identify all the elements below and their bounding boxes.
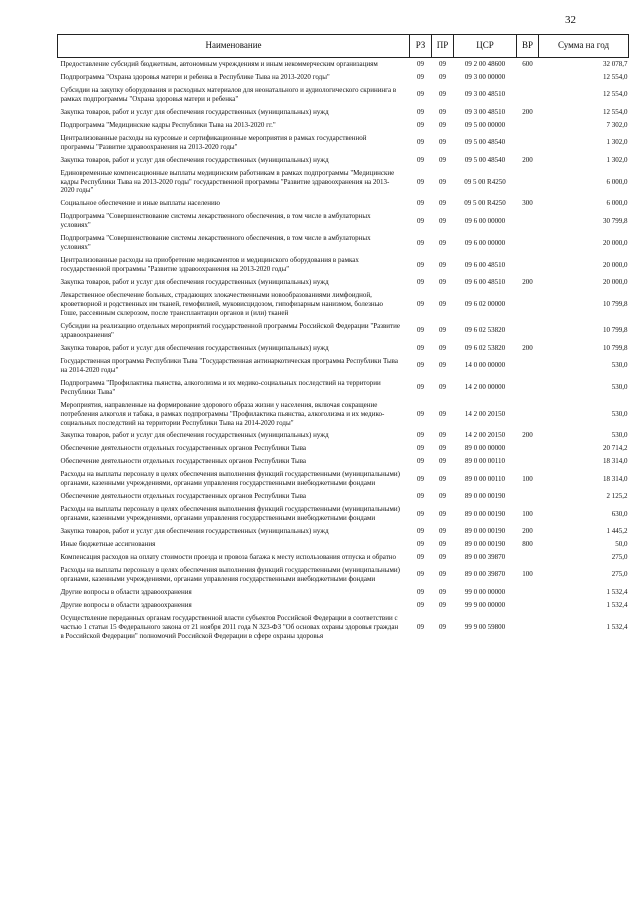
cell-csr: 89 0 00 00190 bbox=[464, 492, 506, 501]
cell-name: Обеспечение деятельности отдельных государственных органов Республики Тыва bbox=[60, 457, 307, 466]
cell-rz: 09 bbox=[417, 199, 424, 208]
cell-rz: 09 bbox=[417, 72, 424, 81]
table-row bbox=[58, 599, 629, 612]
cell-pr: 09 bbox=[439, 570, 446, 579]
table-row bbox=[58, 167, 629, 198]
cell-vr bbox=[517, 119, 539, 132]
cell-csr: 14 0 00 00000 bbox=[464, 361, 506, 370]
cell-name: Подпрограмма "Медицинские кадры Республики Тыва на 2013-2020 гг." bbox=[60, 120, 276, 129]
cell-csr: 09 6 00 00000 bbox=[464, 238, 506, 247]
cell-name: Обеспечение деятельности отдельных государственных органов Республики Тыва bbox=[60, 492, 307, 501]
cell-pr: 09 bbox=[439, 552, 446, 561]
cell-rz: 09 bbox=[417, 238, 424, 247]
table-header bbox=[58, 35, 629, 58]
cell-rz: 09 bbox=[417, 300, 424, 309]
cell-csr: 14 2 00 00000 bbox=[464, 383, 506, 392]
cell-vr bbox=[517, 71, 539, 84]
cell-pr: 09 bbox=[439, 199, 446, 208]
cell-vr: 200 bbox=[522, 343, 533, 352]
cell-sum: 275,0 bbox=[611, 552, 628, 561]
cell-csr: 89 0 00 39870 bbox=[464, 570, 506, 579]
cell-rz: 09 bbox=[417, 444, 424, 453]
cell-csr: 09 3 00 48510 bbox=[464, 90, 506, 99]
cell-csr: 09 6 00 00000 bbox=[464, 216, 506, 225]
cell-pr: 09 bbox=[439, 260, 446, 269]
cell-pr: 09 bbox=[439, 492, 446, 501]
cell-csr: 09 5 00 R4250 bbox=[464, 177, 506, 186]
table-row bbox=[58, 232, 629, 254]
table-row bbox=[58, 342, 629, 355]
cell-sum: 1 302,0 bbox=[606, 138, 628, 147]
cell-rz: 09 bbox=[417, 509, 424, 518]
cell-vr bbox=[517, 551, 539, 564]
cell-csr: 14 2 00 20150 bbox=[464, 431, 506, 440]
cell-name: Другие вопросы в области здравоохранения bbox=[60, 600, 192, 609]
cell-pr: 09 bbox=[439, 72, 446, 81]
cell-vr bbox=[517, 167, 539, 198]
cell-name: Обеспечение деятельности отдельных государственных органов Республики Тыва bbox=[60, 444, 307, 453]
cell-csr: 09 6 00 48510 bbox=[464, 260, 506, 269]
cell-name: Мероприятия, направленные на формирование здорового образа жизни у населения, включая сокращение потребления алкоголя и табака, в рамках подпрограммы "Профилактика пьянства, алкоголизма и их медико-социальных последствий на территории Республики Тыва на 2014-2020 годы" bbox=[60, 400, 385, 427]
cell-rz: 09 bbox=[417, 361, 424, 370]
cell-name: Предоставление субсидий бюджетным, автономным учреждениям и иным некоммерческим организациям bbox=[60, 60, 378, 68]
cell-sum: 530,0 bbox=[611, 361, 628, 370]
cell-pr: 09 bbox=[439, 238, 446, 247]
cell-name: Закупка товаров, работ и услуг для обеспечения государственных (муниципальных) нужд bbox=[60, 431, 329, 440]
cell-vr bbox=[517, 599, 539, 612]
cell-pr: 09 bbox=[439, 361, 446, 370]
cell-sum: 12 554,0 bbox=[603, 72, 628, 81]
cell-sum: 1 445,2 bbox=[606, 527, 628, 536]
cell-vr: 300 bbox=[522, 199, 533, 208]
cell-vr bbox=[517, 612, 539, 643]
cell-name: Расходы на выплаты персоналу в целях обеспечения выполнения функций государственными (муниципальными) органами, казенными учреждениями, органами управления государственными внебюджетными фондами bbox=[60, 505, 401, 523]
table-row bbox=[58, 254, 629, 276]
cell-rz: 09 bbox=[417, 278, 424, 287]
cell-pr: 09 bbox=[439, 444, 446, 453]
table-row bbox=[58, 586, 629, 599]
cell-sum: 1 532,4 bbox=[606, 600, 628, 609]
cell-vr: 200 bbox=[522, 527, 533, 536]
table-row bbox=[58, 525, 629, 538]
cell-vr bbox=[517, 210, 539, 232]
cell-name: Государственная программа Республики Тыва "Государственная антинаркотическая программа Республики Тыва на 2014-2020 годы" bbox=[60, 356, 398, 374]
cell-sum: 18 314,0 bbox=[603, 474, 628, 483]
cell-pr: 09 bbox=[439, 540, 446, 549]
table-row bbox=[58, 612, 629, 643]
cell-vr bbox=[517, 455, 539, 468]
cell-rz: 09 bbox=[417, 138, 424, 147]
cell-vr bbox=[517, 377, 539, 399]
cell-csr: 14 2 00 20150 bbox=[464, 409, 506, 418]
cell-name: Централизованные расходы на курсовые и сертификационные мероприятия в рамках государственной программы "Развитие здравоохранения на 2013-2020 годы" bbox=[60, 133, 367, 151]
cell-csr: 89 0 00 00190 bbox=[464, 540, 506, 549]
cell-sum: 50,0 bbox=[615, 540, 628, 549]
cell-sum: 1 532,4 bbox=[606, 622, 628, 631]
cell-vr bbox=[517, 490, 539, 503]
cell-sum: 10 799,8 bbox=[603, 300, 628, 309]
cell-csr: 09 5 00 48540 bbox=[464, 138, 506, 147]
table-row bbox=[58, 58, 629, 71]
cell-pr: 09 bbox=[439, 107, 446, 116]
cell-sum: 20 714,2 bbox=[603, 444, 628, 453]
cell-name: Субсидии на реализацию отдельных мероприятий государственной программы Российской Федерации "Развитие здравоохранения" bbox=[60, 321, 400, 339]
cell-rz: 09 bbox=[417, 155, 424, 164]
cell-csr: 99 9 00 59800 bbox=[464, 622, 506, 631]
cell-sum: 6 000,0 bbox=[606, 177, 628, 186]
cell-name: Расходы на выплаты персоналу в целях обеспечения выполнения функций государственными (муниципальными) органами, казенными учреждениями, органами управления государственными внебюджетными фондами bbox=[60, 470, 401, 488]
cell-name: Компенсация расходов на оплату стоимости проезда и провоза багажа к месту использования отпуска и обратно bbox=[60, 552, 397, 561]
cell-vr bbox=[517, 586, 539, 599]
cell-rz: 09 bbox=[417, 431, 424, 440]
table-row bbox=[58, 399, 629, 430]
table-body bbox=[58, 58, 629, 643]
cell-vr: 200 bbox=[522, 107, 533, 116]
cell-name: Централизованные расходы на приобретение медикаментов и медицинского оборудования в рамках государственной программы "Развитие здравоохранения на 2013-2020 годы" bbox=[60, 256, 359, 274]
cell-sum: 10 799,8 bbox=[603, 343, 628, 352]
cell-rz: 09 bbox=[417, 409, 424, 418]
cell-vr bbox=[517, 355, 539, 377]
cell-pr: 09 bbox=[439, 120, 446, 129]
cell-name: Иные бюджетные ассигнования bbox=[60, 540, 156, 549]
cell-sum: 1 532,4 bbox=[606, 587, 628, 596]
cell-vr bbox=[517, 289, 539, 320]
cell-csr: 09 2 00 48600 bbox=[464, 60, 506, 68]
cell-vr: 100 bbox=[522, 570, 533, 579]
table-row bbox=[58, 377, 629, 399]
cell-sum: 10 799,8 bbox=[603, 326, 628, 335]
table-row bbox=[58, 106, 629, 119]
cell-rz: 09 bbox=[417, 107, 424, 116]
cell-pr: 09 bbox=[439, 300, 446, 309]
cell-vr bbox=[517, 84, 539, 106]
table-row bbox=[58, 71, 629, 84]
cell-name: Подпрограмма "Профилактика пьянства, алкоголизма и их медико-социальных последствий на территории Республики Тыва" bbox=[60, 378, 381, 396]
cell-pr: 09 bbox=[439, 216, 446, 225]
cell-vr bbox=[517, 254, 539, 276]
header-name: Наименование bbox=[58, 35, 410, 58]
cell-vr bbox=[517, 399, 539, 430]
budget-table bbox=[57, 34, 629, 643]
cell-sum: 32 078,7 bbox=[603, 60, 628, 68]
cell-sum: 20 000,0 bbox=[603, 260, 628, 269]
cell-pr: 09 bbox=[439, 383, 446, 392]
cell-rz: 09 bbox=[417, 216, 424, 225]
header-csr: ЦСР bbox=[454, 35, 517, 58]
cell-sum: 6 000,0 bbox=[606, 199, 628, 208]
table-row bbox=[58, 320, 629, 342]
cell-pr: 09 bbox=[439, 457, 446, 466]
table-row bbox=[58, 119, 629, 132]
cell-sum: 20 000,0 bbox=[603, 278, 628, 287]
cell-sum: 530,0 bbox=[611, 383, 628, 392]
cell-sum: 30 799,8 bbox=[603, 216, 628, 225]
cell-rz: 09 bbox=[417, 326, 424, 335]
cell-pr: 09 bbox=[439, 474, 446, 483]
cell-csr: 09 6 02 53820 bbox=[464, 326, 506, 335]
cell-rz: 09 bbox=[417, 622, 424, 631]
table-row bbox=[58, 355, 629, 377]
cell-name: Расходы на выплаты персоналу в целях обеспечения выполнения функций государственными (муниципальными) органами, казенными учреждениями, органами управления государственными внебюджетными фондами bbox=[60, 565, 401, 583]
table-row bbox=[58, 197, 629, 210]
header-pr: ПР bbox=[432, 35, 454, 58]
table-row bbox=[58, 503, 629, 525]
cell-pr: 09 bbox=[439, 622, 446, 631]
cell-sum: 2 125,2 bbox=[606, 492, 628, 501]
cell-pr: 09 bbox=[439, 177, 446, 186]
cell-sum: 630,0 bbox=[611, 509, 628, 518]
cell-pr: 09 bbox=[439, 60, 446, 68]
cell-rz: 09 bbox=[417, 587, 424, 596]
header-sum: Сумма на год bbox=[539, 35, 629, 58]
table-row bbox=[58, 132, 629, 154]
cell-csr: 09 5 00 48540 bbox=[464, 155, 506, 164]
cell-name: Единовременные компенсационные выплаты медицинским работникам в рамках подпрограммы "Медицинские кадры Республики Тыва на 2013-2020 годы" государственной программы "Развитие здравоохранения на 2013-2020 годы" bbox=[60, 168, 395, 195]
cell-rz: 09 bbox=[417, 540, 424, 549]
cell-csr: 09 6 00 48510 bbox=[464, 278, 506, 287]
cell-vr: 100 bbox=[522, 474, 533, 483]
cell-csr: 89 0 00 00000 bbox=[464, 444, 506, 453]
cell-rz: 09 bbox=[417, 492, 424, 501]
table-row bbox=[58, 84, 629, 106]
cell-rz: 09 bbox=[417, 120, 424, 129]
cell-pr: 09 bbox=[439, 343, 446, 352]
cell-csr: 09 5 00 00000 bbox=[464, 120, 506, 129]
cell-vr bbox=[517, 442, 539, 455]
table-row bbox=[58, 490, 629, 503]
cell-csr: 09 3 00 48510 bbox=[464, 107, 506, 116]
cell-rz: 09 bbox=[417, 90, 424, 99]
cell-vr: 800 bbox=[522, 540, 533, 549]
cell-vr: 200 bbox=[522, 278, 533, 287]
cell-pr: 09 bbox=[439, 509, 446, 518]
cell-sum: 1 302,0 bbox=[606, 155, 628, 164]
table-row bbox=[58, 429, 629, 442]
table-row bbox=[58, 442, 629, 455]
cell-csr: 89 0 00 00190 bbox=[464, 509, 506, 518]
table-row bbox=[58, 210, 629, 232]
cell-sum: 18 314,0 bbox=[603, 457, 628, 466]
cell-name: Закупка товаров, работ и услуг для обеспечения государственных (муниципальных) нужд bbox=[60, 527, 329, 536]
cell-name: Закупка товаров, работ и услуг для обеспечения государственных (муниципальных) нужд bbox=[60, 343, 329, 352]
cell-csr: 89 0 00 00110 bbox=[465, 474, 505, 483]
cell-pr: 09 bbox=[439, 138, 446, 147]
cell-vr: 200 bbox=[522, 155, 533, 164]
cell-pr: 09 bbox=[439, 600, 446, 609]
cell-vr: 600 bbox=[522, 60, 533, 68]
cell-rz: 09 bbox=[417, 552, 424, 561]
cell-name: Закупка товаров, работ и услуг для обеспечения государственных (муниципальных) нужд bbox=[60, 107, 329, 116]
table-row bbox=[58, 154, 629, 167]
cell-csr: 89 0 00 00110 bbox=[465, 457, 505, 466]
cell-sum: 12 554,0 bbox=[603, 90, 628, 99]
table-row bbox=[58, 538, 629, 551]
cell-rz: 09 bbox=[417, 600, 424, 609]
cell-csr: 09 6 02 53820 bbox=[464, 343, 506, 352]
header-rz: РЗ bbox=[410, 35, 432, 58]
cell-pr: 09 bbox=[439, 278, 446, 287]
cell-csr: 99 9 00 00000 bbox=[464, 600, 506, 609]
cell-rz: 09 bbox=[417, 177, 424, 186]
cell-vr bbox=[517, 320, 539, 342]
cell-name: Социальное обеспечение и иные выплаты населению bbox=[60, 199, 220, 208]
cell-csr: 09 6 02 00000 bbox=[464, 300, 506, 309]
cell-pr: 09 bbox=[439, 409, 446, 418]
cell-vr: 200 bbox=[522, 431, 533, 440]
table-row bbox=[58, 276, 629, 289]
cell-rz: 09 bbox=[417, 260, 424, 269]
page-number: 32 bbox=[565, 14, 576, 26]
cell-name: Другие вопросы в области здравоохранения bbox=[60, 587, 192, 596]
cell-pr: 09 bbox=[439, 90, 446, 99]
cell-sum: 12 554,0 bbox=[603, 107, 628, 116]
cell-pr: 09 bbox=[439, 587, 446, 596]
cell-rz: 09 bbox=[417, 383, 424, 392]
cell-vr: 100 bbox=[522, 509, 533, 518]
cell-csr: 99 0 00 00000 bbox=[464, 587, 506, 596]
cell-name: Подпрограмма "Охрана здоровья матери и ребенка в Республике Тыва на 2013-2020 годы" bbox=[60, 72, 330, 81]
cell-csr: 89 0 00 00190 bbox=[464, 527, 506, 536]
cell-sum: 7 302,0 bbox=[606, 120, 628, 129]
cell-sum: 275,0 bbox=[611, 570, 628, 579]
cell-name: Лекарственное обеспечение больных, страдающих злокачественными новообразованиями лимфоидной, кроветворной и родственных им тканей, гемофилией, муковисцидозом, гипофизарным нанизмом, болезнью Гоше, рассеянным склерозом, после трансплантации органов и (или) тканей bbox=[60, 291, 384, 317]
cell-rz: 09 bbox=[417, 457, 424, 466]
cell-csr: 09 3 00 00000 bbox=[464, 72, 506, 81]
cell-name: Подпрограмма "Совершенствование системы лекарственного обеспечения, в том числе в амбулаторных условиях" bbox=[60, 212, 371, 230]
cell-pr: 09 bbox=[439, 155, 446, 164]
table-row bbox=[58, 289, 629, 320]
table-row bbox=[58, 551, 629, 564]
cell-csr: 09 5 00 R4250 bbox=[464, 199, 506, 208]
cell-rz: 09 bbox=[417, 60, 424, 68]
cell-rz: 09 bbox=[417, 343, 424, 352]
cell-name: Субсидии на закупку оборудования и расходных материалов для неонатального и аудиологического скрининга в рамках подпрограммы "Охрана здоровья матери и ребенка" bbox=[60, 85, 397, 103]
cell-pr: 09 bbox=[439, 527, 446, 536]
cell-vr bbox=[517, 232, 539, 254]
cell-rz: 09 bbox=[417, 527, 424, 536]
cell-rz: 09 bbox=[417, 570, 424, 579]
cell-csr: 89 0 00 39870 bbox=[464, 552, 506, 561]
cell-sum: 20 000,0 bbox=[603, 238, 628, 247]
table-row bbox=[58, 564, 629, 586]
cell-name: Закупка товаров, работ и услуг для обеспечения государственных (муниципальных) нужд bbox=[60, 278, 329, 287]
cell-name: Подпрограмма "Совершенствование системы лекарственного обеспечения, в том числе в амбулаторных условиях" bbox=[60, 234, 371, 252]
cell-name: Осуществление переданных органам государственной власти субъектов Российской Федерации в соответствии с частью 1 статьи 15 Федерального закона от 21 ноября 2011 года N 323-ФЗ "Об основах охраны здоровья граждан в Российской Федерации" полномочий Российской Федерации в сфере охраны здоровья bbox=[60, 613, 399, 640]
table-row bbox=[58, 468, 629, 490]
cell-sum: 530,0 bbox=[611, 409, 628, 418]
cell-pr: 09 bbox=[439, 326, 446, 335]
cell-rz: 09 bbox=[417, 474, 424, 483]
cell-sum: 530,0 bbox=[611, 431, 628, 440]
cell-vr bbox=[517, 132, 539, 154]
table-row bbox=[58, 455, 629, 468]
header-vr: ВР bbox=[517, 35, 539, 58]
cell-pr: 09 bbox=[439, 431, 446, 440]
cell-name: Закупка товаров, работ и услуг для обеспечения государственных (муниципальных) нужд bbox=[60, 155, 329, 164]
